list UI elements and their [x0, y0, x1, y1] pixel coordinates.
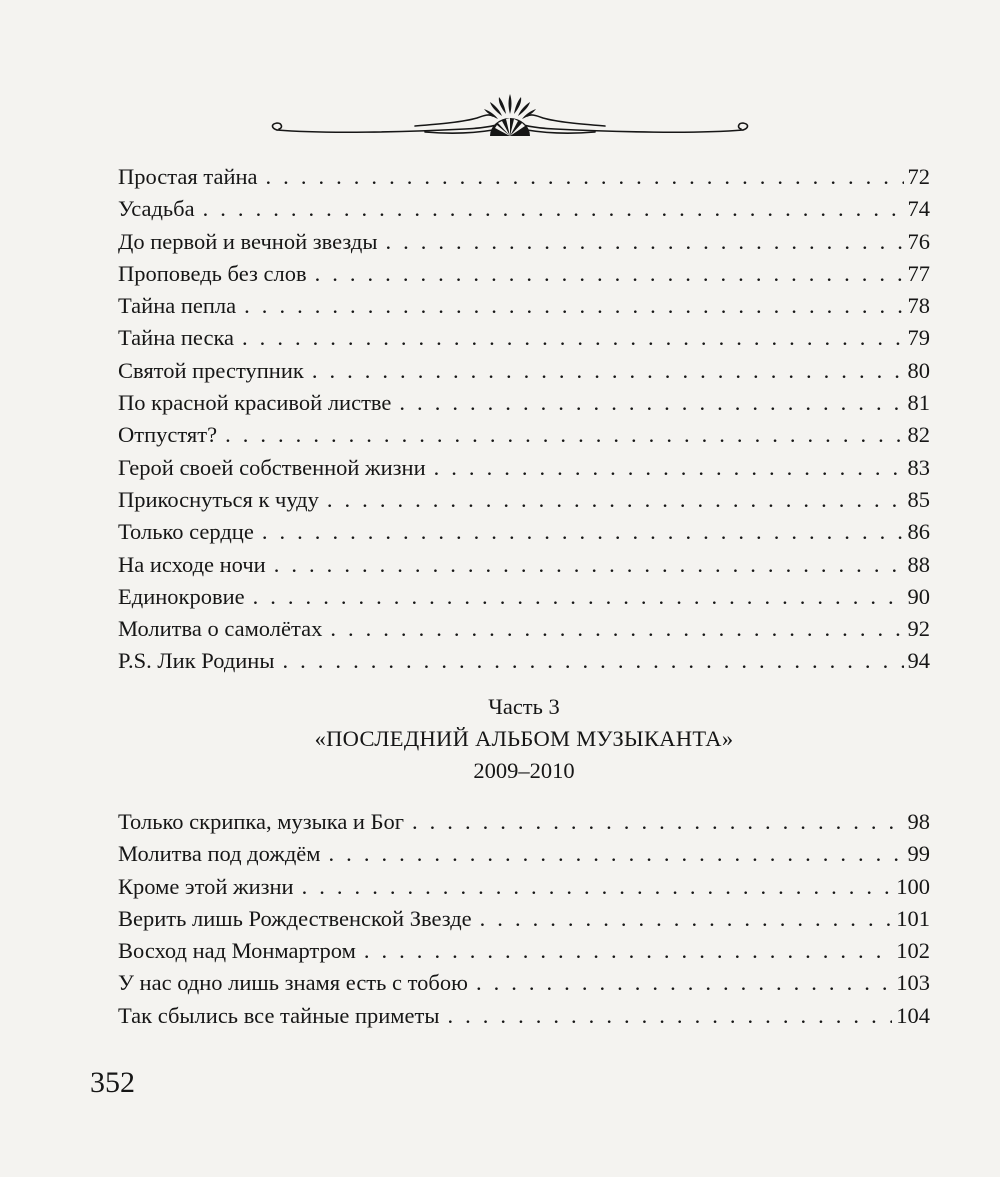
toc-entry-title: Восход над Монмартром	[118, 938, 356, 964]
toc-entry-title: Молитва под дождём	[118, 841, 321, 867]
toc-entry	[118, 484, 930, 516]
toc-entry	[118, 161, 930, 193]
toc-entry-page: 92	[907, 616, 930, 642]
toc-entry	[118, 871, 930, 903]
toc-entry	[118, 838, 930, 870]
toc-entry	[118, 193, 930, 225]
toc-leader-dots	[364, 935, 892, 967]
toc-entry-page: 104	[896, 1002, 930, 1028]
toc-entry-page: 81	[907, 390, 930, 416]
toc-leader-dots	[282, 645, 903, 677]
toc-leader-dots	[327, 484, 904, 516]
toc-entry-title: Усадьба	[118, 196, 195, 222]
toc-leader-dots	[330, 613, 903, 645]
toc-entry-title: Молитва о самолётах	[118, 616, 323, 642]
toc-list-part2-end	[118, 161, 930, 678]
toc-entry-page: 90	[907, 583, 930, 609]
toc-entry-page: 100	[896, 873, 930, 899]
toc-entry-title: Так сбылись все тайные приметы	[118, 1002, 440, 1028]
toc-entry	[118, 613, 930, 645]
toc-entry-title: Тайна пепла	[118, 293, 237, 319]
toc-entry-page: 77	[907, 260, 930, 286]
toc-entry-title: Святой преступник	[118, 357, 304, 383]
part-years: 2009–2010	[473, 758, 575, 783]
toc-entry-page: 103	[896, 970, 930, 996]
header-ornament-icon	[265, 92, 755, 152]
toc-entry-title: До первой и вечной звезды	[118, 228, 378, 254]
toc-entry	[118, 549, 930, 581]
toc-entry-title: P.S. Лик Родины	[118, 648, 275, 674]
toc-entry-title: По красной красивой листве	[118, 390, 392, 416]
toc-entry-title: Прикоснуться к чуду	[118, 486, 319, 512]
toc-entry-title: Тайна песка	[118, 325, 235, 351]
toc-entry-title: Отпустят?	[118, 422, 218, 448]
part-label: Часть 3	[488, 694, 560, 719]
toc-leader-dots	[225, 419, 903, 451]
toc-entry-page: 72	[907, 164, 930, 189]
toc-leader-dots	[412, 806, 904, 838]
toc-leader-dots	[399, 387, 903, 419]
toc-leader-dots	[266, 161, 904, 193]
toc-entry	[118, 645, 930, 677]
toc-entry-title: На исходе ночи	[118, 551, 266, 577]
toc-entry	[118, 258, 930, 290]
toc-entry-page: 94	[907, 648, 930, 674]
toc-entry-title: Только сердце	[118, 519, 254, 545]
toc-leader-dots	[315, 258, 904, 290]
toc-list-part3	[118, 806, 930, 1032]
toc-leader-dots	[434, 452, 904, 484]
toc-leader-dots	[302, 871, 893, 903]
toc-leader-dots	[244, 290, 903, 322]
toc-entry-page: 101	[896, 905, 930, 931]
toc-leader-dots	[262, 516, 904, 548]
toc-entry	[118, 516, 930, 548]
toc-entry-title: Единокровие	[118, 583, 245, 609]
toc-entry	[118, 806, 930, 838]
toc-leader-dots	[203, 193, 904, 225]
toc-leader-dots	[242, 322, 903, 354]
toc-leader-dots	[385, 226, 903, 258]
toc-entry-page: 86	[907, 519, 930, 545]
toc-entry-title: Верить лишь Рождественской Звезде	[118, 905, 472, 931]
toc-leader-dots	[480, 903, 893, 935]
toc-entry	[118, 355, 930, 387]
toc-entry	[118, 1000, 930, 1032]
toc-entry-page: 76	[907, 228, 930, 254]
toc-entry-title: Только скрипка, музыка и Бог	[118, 809, 404, 834]
toc-entry-page: 74	[907, 196, 930, 222]
toc-entry	[118, 967, 930, 999]
toc-entry	[118, 419, 930, 451]
toc-entry-page: 99	[907, 841, 930, 867]
toc-entry-title: Простая тайна	[118, 164, 258, 189]
toc-leader-dots	[312, 355, 904, 387]
toc-entry-page: 79	[907, 325, 930, 351]
toc-entry-page: 82	[907, 422, 930, 448]
toc-entry	[118, 290, 930, 322]
toc-entry-page: 83	[907, 454, 930, 480]
toc-leader-dots	[253, 581, 904, 613]
toc-entry-title: Кроме этой жизни	[118, 873, 294, 899]
toc-leader-dots	[274, 549, 904, 581]
toc-entry	[118, 322, 930, 354]
page-number: 352	[90, 1066, 135, 1099]
toc-entry-title: Проповедь без слов	[118, 260, 307, 286]
toc-entry-page: 88	[907, 551, 930, 577]
toc-entry-page: 102	[896, 938, 930, 964]
toc-entry-title: У нас одно лишь знамя есть с тобою	[118, 970, 468, 996]
toc-entry	[118, 935, 930, 967]
toc-entry	[118, 226, 930, 258]
toc-leader-dots	[447, 1000, 892, 1032]
toc-entry	[118, 581, 930, 613]
toc-entry-page: 78	[907, 293, 930, 319]
toc-entry	[118, 903, 930, 935]
toc-entry	[118, 452, 930, 484]
toc-entry-page: 98	[907, 809, 930, 834]
toc-entry	[118, 387, 930, 419]
toc-leader-dots	[476, 967, 892, 999]
toc-entry-title: Герой своей собственной жизни	[118, 454, 426, 480]
part-title: «ПОСЛЕДНИЙ АЛЬБОМ МУЗЫКАНТА»	[314, 726, 734, 751]
toc-leader-dots	[329, 838, 904, 870]
toc-entry-page: 85	[907, 486, 930, 512]
toc-entry-page: 80	[907, 357, 930, 383]
